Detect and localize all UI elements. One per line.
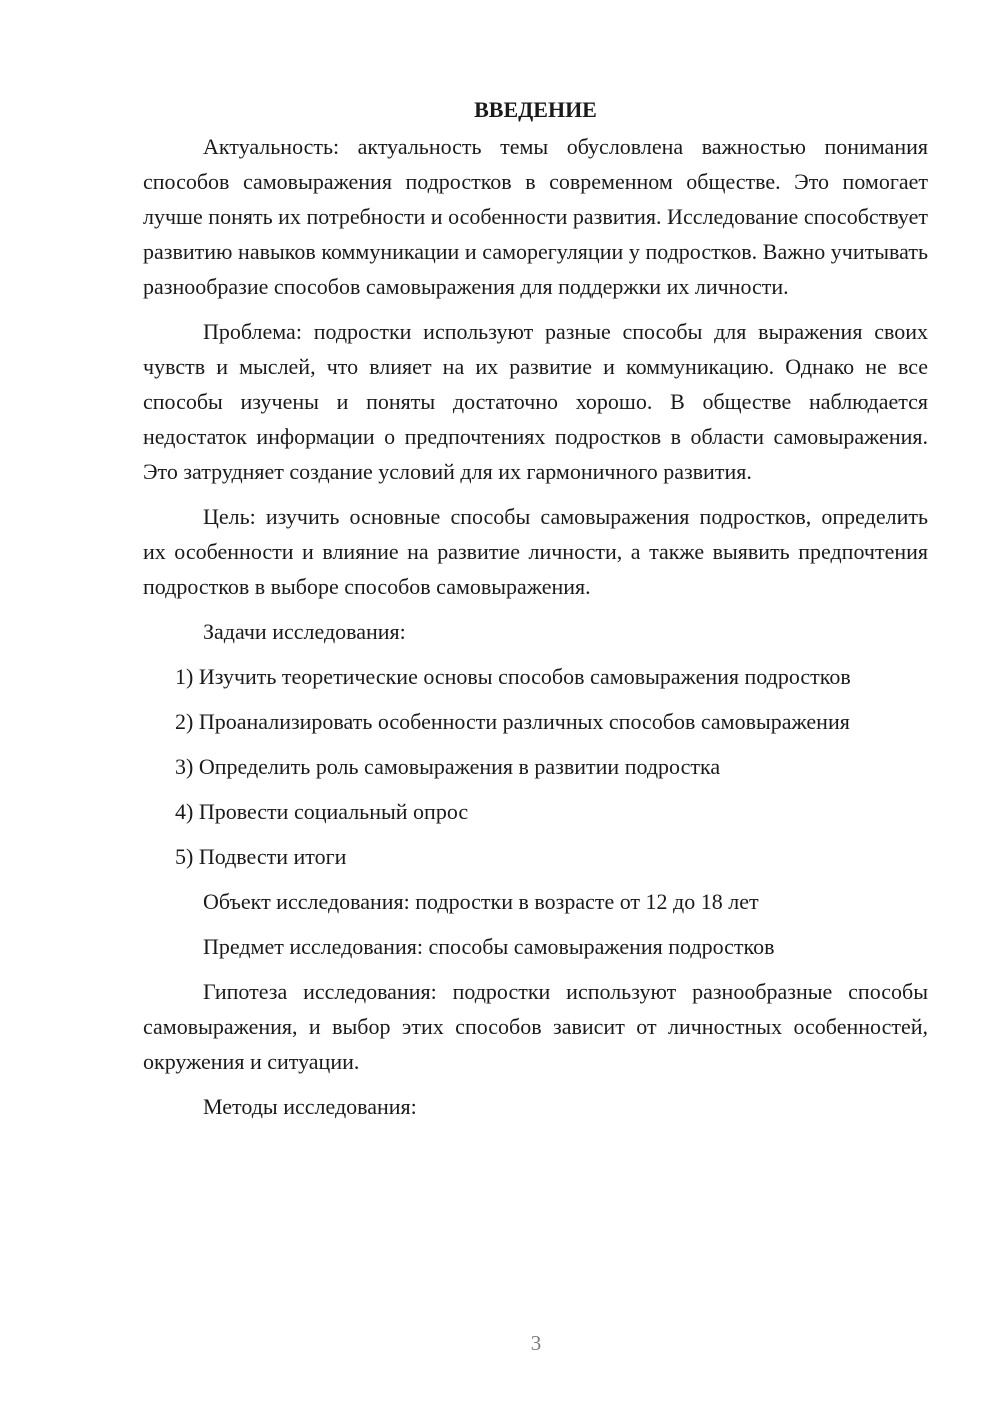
tasks-title: Задачи исследования: bbox=[203, 619, 406, 644]
paragraph-subject: Предмет исследования: способы самовыражения подростков bbox=[203, 934, 775, 959]
paragraph-goal: Цель: изучить основные способы самовыражения подростков, определить их особенности и влияние на развитие личности, а также выявить предпочтения подростков в выборе способов самовыражения. bbox=[143, 504, 928, 599]
page-content bbox=[143, 92, 928, 1134]
section-heading: ВВЕДЕНИЕ bbox=[474, 97, 597, 122]
paragraph-object: Объект исследования: подростки в возрасте от 12 до 18 лет bbox=[203, 889, 759, 914]
paragraph-problem: Проблема: подростки используют разные способы для выражения своих чувств и мыслей, что влияет на их развитие и коммуникацию. Однако не все способы изучены и поняты достаточно хорошо. В обществе наблюдается недостаток информации о предпочтениях подростков в области самовыражения. Это затрудняет создание условий для их гармоничного развития. bbox=[143, 319, 928, 484]
task-item-4: 4) Провести социальный опрос bbox=[175, 799, 469, 824]
task-item-3: 3) Определить роль самовыражения в развитии подростка bbox=[175, 754, 721, 779]
task-item-5: 5) Подвести итоги bbox=[175, 844, 347, 869]
page-number: 3 bbox=[530, 1331, 542, 1355]
paragraph-hypothesis: Гипотеза исследования: подростки используют разнообразные способы самовыражения, и выбор этих способов зависит от личностных особенностей, окружения и ситуации. bbox=[143, 979, 928, 1074]
task-item-1: 1) Изучить теоретические основы способов самовыражения подростков bbox=[175, 664, 851, 689]
task-item-2: 2) Проанализировать особенности различных способов самовыражения bbox=[175, 709, 850, 734]
methods-title: Методы исследования: bbox=[203, 1094, 417, 1119]
paragraph-relevance: Актуальность: актуальность темы обусловлена важностью понимания способов самовыражения подростков в современном обществе. Это помогает лучше понять их потребности и особенности развития. Исследование способствует развитию навыков коммуникации и саморегуляции у подростков. Важно учитывать разнообразие способов самовыражения для поддержки их личности. bbox=[143, 134, 928, 299]
